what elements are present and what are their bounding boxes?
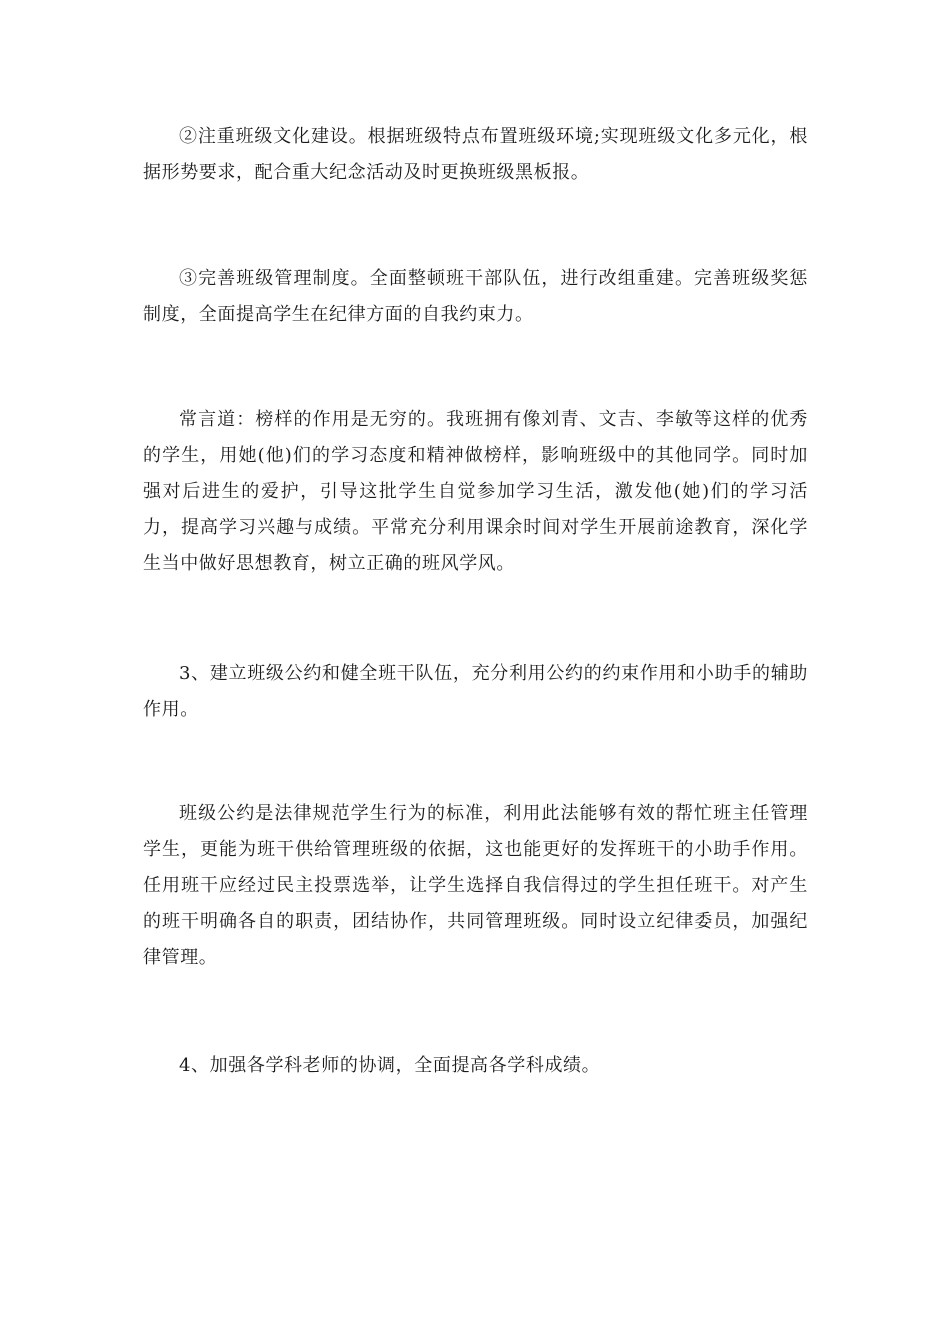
paragraph-section-4-heading: 4、加强各学科老师的协调，全面提高各学科成绩。 [179, 1055, 601, 1076]
paragraph-role-models: 常言道：榜样的作用是无穷的。我班拥有像刘青、文吉、李敏等这样的优秀的学生，用她(他)们的学习态度和精神做榜样，影响班级中的其他同学。同时加强对后进生的爱护，引导这批学生自觉参加学习生活，激发他(她)们的学习活力，提高学习兴趣与成绩。平常充分利用课余时间对学生开展前途教育，深化学生当中做好思想教育，树立正确的班风学风。 [143, 409, 808, 574]
paragraph-section-3-heading: 3、建立班级公约和健全班干队伍，充分利用公约的约束作用和小助手的辅助作用。 [143, 663, 808, 720]
paragraph-class-culture: ②注重班级文化建设。根据班级特点布置班级环境;实现班级文化多元化，根据形势要求，配合重大纪念活动及时更换班级黑板报。 [143, 126, 808, 183]
paragraph-class-convention: 班级公约是法律规范学生行为的标准，利用此法能够有效的帮忙班主任管理学生，更能为班干供给管理班级的依据，这也能更好的发挥班干的小助手作用。任用班干应经过民主投票选举，让学生选择自我信得过的学生担任班干。对产生的班干明确各自的职责，团结协作，共同管理班级。同时设立纪律委员，加强纪律管理。 [143, 803, 808, 968]
paragraph-management-system: ③完善班级管理制度。全面整顿班干部队伍，进行改组重建。完善班级奖惩制度，全面提高学生在纪律方面的自我约束力。 [143, 268, 808, 325]
